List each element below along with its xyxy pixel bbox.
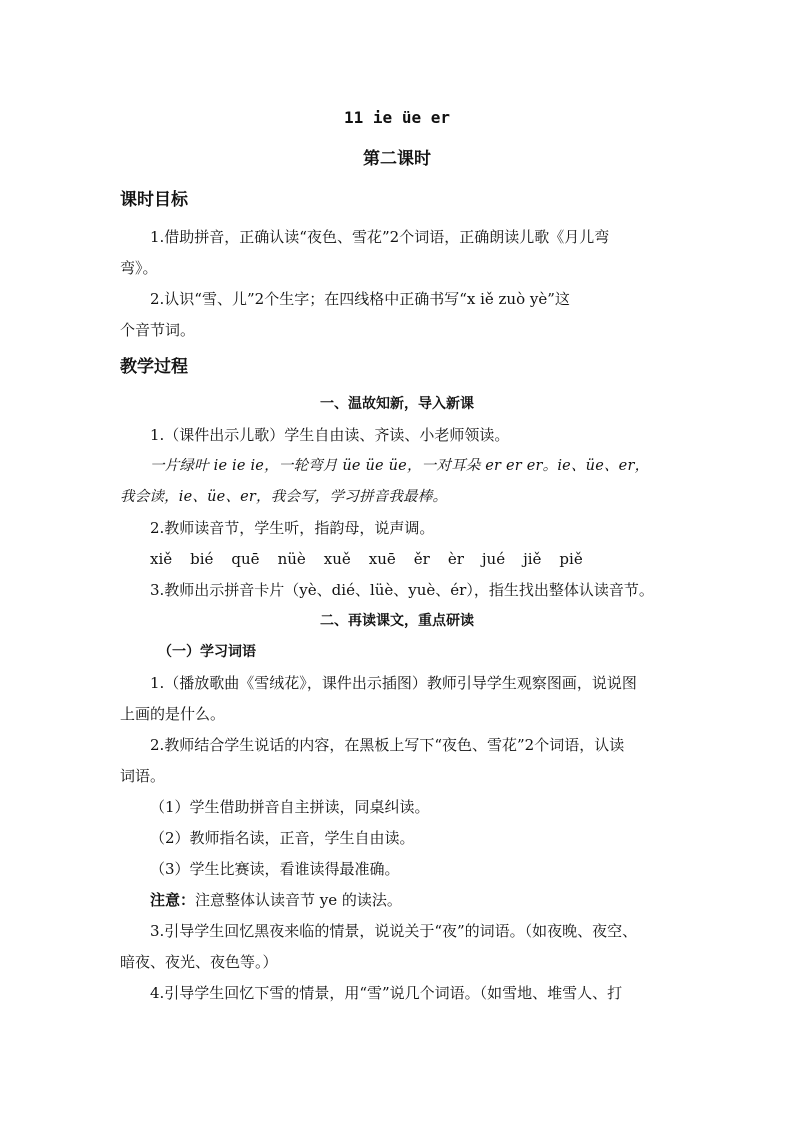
goal-2-line-2: 个音节词。 <box>120 321 196 339</box>
section-2-para-4-line-1: 4.引导学生回忆下雪的情景，用“雪”说几个词语。（如雪地、堆雪人、打 <box>150 984 623 1002</box>
rhyme-line-1: 一片绿叶 ie ie ie，一轮弯月 üe üe üe，一对耳朵 er er er。ie、üe、er， <box>150 458 650 474</box>
section-2-para-1-line-1: 1.（播放歌曲《雪绒花》，课件出示插图）教师引导学生观察图画，说说图 <box>150 674 637 692</box>
goal-1-line-2: 弯》。 <box>120 259 158 277</box>
rhyme-line-2: 我会读，ie、üe、er，我会写，学习拼音我最棒。 <box>120 489 448 505</box>
pinyin-item: xuě <box>323 550 351 568</box>
section-1-heading: 一、温故知新，导入新课 <box>320 396 474 412</box>
section-2-para-2-line-2: 词语。 <box>120 767 166 785</box>
section-2-heading: 二、再读课文，重点研读 <box>320 613 474 629</box>
pinyin-item: èr <box>447 550 464 568</box>
step-1: （1）学生借助拼音自主拼读，同桌纠读。 <box>150 798 430 816</box>
section-2-para-3-line-2: 暗夜、夜光、夜色等。） <box>120 953 278 971</box>
section-1-para-1: 1.（课件出示儿歌）学生自由读、齐读、小老师领读。 <box>150 426 510 444</box>
section-2-para-2-line-1: 2.教师结合学生说话的内容，在黑板上写下“夜色、雪花”2个词语，认读 <box>150 736 625 754</box>
pinyin-item: piě <box>559 550 583 568</box>
pinyin-item: ěr <box>413 550 430 568</box>
pinyin-item: bié <box>190 550 214 568</box>
pinyin-item: xiě <box>150 550 173 568</box>
lesson-subtitle: 第二课时 <box>363 149 431 169</box>
note-label: 注意： <box>150 891 196 909</box>
goal-2-line-1: 2.认识“雪、儿”2个生字；在四线格中正确书写“x iě zuò yè”这 <box>150 290 570 308</box>
lesson-title: 11 ie üe er <box>344 108 450 127</box>
section-2-para-3-line-1: 3.引导学生回忆黑夜来临的情景，说说关于“夜”的词语。（如夜晚、夜空、 <box>150 922 638 940</box>
goals-heading: 课时目标 <box>120 190 188 210</box>
pinyin-list <box>150 549 684 570</box>
section-2-para-1-line-2: 上画的是什么。 <box>120 705 226 723</box>
note <box>150 890 684 911</box>
pinyin-item: jiě <box>523 550 542 568</box>
pinyin-item: jué <box>481 550 506 568</box>
step-2: （2）教师指名读，正音，学生自由读。 <box>150 829 415 847</box>
process-heading: 教学过程 <box>120 357 188 377</box>
note-text: 注意整体认读音节 ye 的读法。 <box>195 891 402 909</box>
pinyin-item: nüè <box>277 550 306 568</box>
goal-1-line-1: 1.借助拼音，正确认读“夜色、雪花”2个词语，正确朗读儿歌《月儿弯 <box>150 228 610 246</box>
subsection-1-heading: （一）学习词语 <box>158 644 256 660</box>
step-3: （3）学生比赛读，看谁读得最准确。 <box>150 860 400 878</box>
pinyin-item: xuē <box>368 550 396 568</box>
pinyin-item: quē <box>231 550 260 568</box>
section-1-para-3: 3.教师出示拼音卡片（yè、dié、lüè、yuè、ér），指生找出整体认读音节。 <box>150 581 654 599</box>
section-1-para-2: 2.教师读音节，学生听，指韵母，说声调。 <box>150 519 435 537</box>
